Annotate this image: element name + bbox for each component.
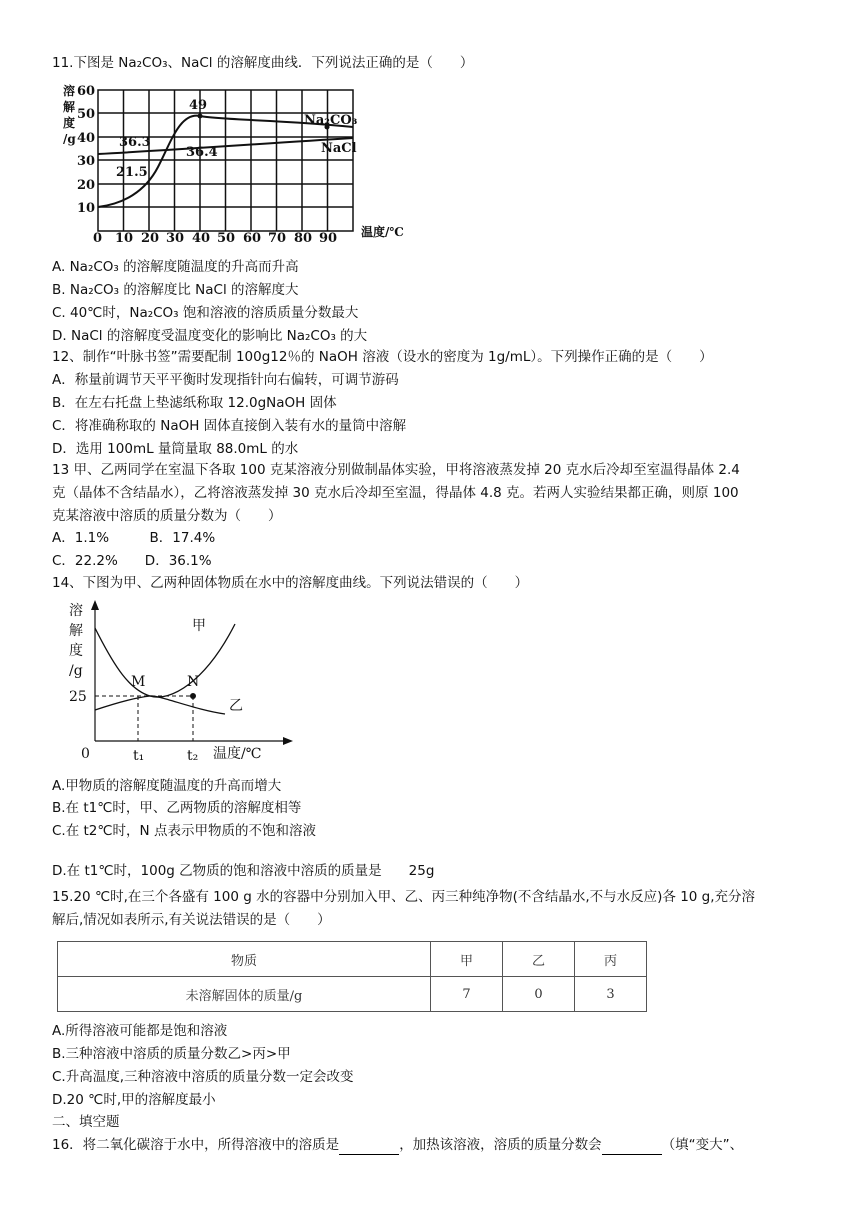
- q14-solubility-chart: [55, 598, 305, 770]
- q11-ytick: 40: [77, 131, 96, 146]
- q11-label-peak: 49: [189, 98, 208, 113]
- table-row: [58, 942, 647, 977]
- q16-blank-2[interactable]: [602, 1140, 662, 1155]
- q12-stem: 12、制作“叶脉书签”需要配制 100g12％的 NaOH 溶液（设水的密度为 1g/mL）。下列操作正确的是（ ）: [52, 349, 713, 365]
- table-row: [58, 977, 647, 1012]
- q11-xtick: 50: [217, 231, 236, 245]
- q11-stem: 11.下图是 Na₂CO₃、NaCl 的溶解度曲线．下列说法正确的是（ ）: [52, 55, 474, 71]
- q14-t2: t₂: [187, 748, 199, 764]
- q11-option-b: B. Na₂CO₃ 的溶解度比 NaCl 的溶解度大: [52, 282, 299, 298]
- q14-option-b: B.在 t1℃时，甲、乙两物质的溶解度相等: [52, 800, 302, 816]
- q11-ytick: 20: [77, 178, 96, 193]
- q16-part2: ，加热该溶液，溶质的质量分数会: [399, 1137, 602, 1153]
- q11-xtick: 0: [93, 231, 103, 245]
- q11-label-364: 36.4: [186, 145, 218, 160]
- q11-xtick: 70: [268, 231, 287, 245]
- q11-xtick: 60: [243, 231, 262, 245]
- q11-xtick: 90: [319, 231, 338, 245]
- q13-stem-line3: 克某溶液中溶质的质量分数为（ ）: [52, 508, 282, 524]
- table-cell: 3: [575, 977, 647, 1012]
- q15-table: [57, 941, 647, 1012]
- q13-stem-line2: 克（晶体不含结晶水），乙将溶液蒸发掉 30 克水后冷却至室温，得晶体 4.8 克。若两人实验结果都正确，则原 100: [52, 485, 739, 501]
- q14-label-25: 25: [69, 689, 87, 705]
- q11-ytick: 10: [77, 201, 96, 216]
- q16-part1: 16．将二氧化碳溶于水中，所得溶液中的溶质是: [52, 1137, 340, 1153]
- q11-xtick: 30: [166, 231, 185, 245]
- q13-stem-line1: 13 甲、乙两同学在室温下各取 100 克某溶液分别做制晶体实验，甲将溶液蒸发掉 20 克水后冷却至室温得晶体 2.4: [52, 462, 740, 478]
- q14-label-jia: 甲: [192, 618, 206, 634]
- table-cell: 0: [503, 977, 575, 1012]
- q11-label-na2co3: Na₂CO₃: [304, 113, 358, 128]
- q14-label-yi: 乙: [229, 698, 243, 714]
- q14-label-m: M: [131, 674, 146, 690]
- q15-option-d: D.20 ℃时,甲的溶解度最小: [52, 1092, 216, 1108]
- q11-option-d: D. NaCl 的溶解度受温度变化的影响比 Na₂CO₃ 的大: [52, 328, 368, 344]
- q11-solubility-chart: [55, 80, 425, 245]
- table-cell: 7: [431, 977, 503, 1012]
- section-heading: 二、填空题: [52, 1114, 120, 1130]
- q11-xtick: 40: [192, 231, 211, 245]
- q15-stem-line2: 解后,情况如表所示,有关说法错误的是（ ）: [52, 912, 331, 928]
- table-header-cell: 丙: [575, 942, 647, 977]
- q14-t1: t₁: [133, 748, 145, 764]
- q11-label-363: 36.3: [119, 135, 151, 150]
- table-header-cell: 甲: [431, 942, 503, 977]
- q12-option-c: C．将准确称取的 NaOH 固体直接倒入装有水的量筒中溶解: [52, 418, 407, 434]
- q14-xlabel: 温度/℃: [213, 746, 262, 762]
- q11-label-nacl: NaCl: [321, 141, 357, 156]
- jia-curve: [95, 624, 235, 697]
- q12-option-b: B．在左右托盘上垫滤纸称取 12.0gNaOH 固体: [52, 395, 337, 411]
- table-header-cell: 乙: [503, 942, 575, 977]
- q13-options-row1: A．1.1% B．17.4%: [52, 530, 216, 546]
- table-cell: 未溶解固体的质量/g: [58, 977, 431, 1012]
- q14-stem: 14、下图为甲、乙两种固体物质在水中的溶解度曲线。下列说法错误的（ ）: [52, 575, 529, 591]
- q15-option-b: B.三种溶液中溶质的质量分数乙>丙>甲: [52, 1046, 291, 1062]
- q11-xlabel: 温度/℃: [361, 225, 404, 239]
- q11-ylabel: 溶解度/g: [63, 84, 76, 146]
- q16-text: [52, 1135, 743, 1155]
- q14-option-d: D.在 t1℃时，100g 乙物质的饱和溶液中溶质的质量是 25g: [52, 863, 435, 879]
- table-header-cell: 物质: [58, 942, 431, 977]
- q14-origin: 0: [81, 746, 90, 762]
- q14-option-a: A.甲物质的溶解度随温度的升高而增大: [52, 778, 282, 794]
- q11-option-a: A. Na₂CO₃ 的溶解度随温度的升高而升高: [52, 259, 299, 275]
- q15-stem-line1: 15.20 ℃时,在三个各盛有 100 g 水的容器中分别加入甲、乙、丙三种纯净物(不含结晶水,不与水反应)各 10 g,充分溶: [52, 889, 756, 905]
- q13-options-row2: C．22.2% D．36.1%: [52, 553, 212, 569]
- q12-option-a: A．称量前调节天平平衡时发现指针向右偏转，可调节游码: [52, 372, 399, 388]
- q16-blank-1[interactable]: [339, 1140, 399, 1155]
- q11-ytick: 60: [77, 84, 96, 99]
- q11-ytick: 50: [77, 107, 96, 122]
- q15-option-c: C.升高温度,三种溶液中溶质的质量分数一定会改变: [52, 1069, 354, 1085]
- q14-option-c: C.在 t2℃时，N 点表示甲物质的不饱和溶液: [52, 823, 316, 839]
- q11-label-215: 21.5: [116, 165, 148, 180]
- q11-xtick: 80: [294, 231, 313, 245]
- q14-label-n: N: [187, 674, 200, 690]
- q15-option-a: A.所得溶液可能都是饱和溶液: [52, 1023, 228, 1039]
- q16-part3: （填“变大”、: [661, 1137, 744, 1153]
- q11-xtick: 10: [115, 231, 134, 245]
- q14-ylabel: 溶解度/g: [69, 603, 83, 679]
- q11-option-c: C. 40℃时，Na₂CO₃ 饱和溶液的溶质质量分数最大: [52, 305, 359, 321]
- q11-ytick: 30: [77, 154, 96, 169]
- q11-xtick: 20: [141, 231, 160, 245]
- yi-curve: [95, 696, 225, 714]
- q12-option-d: D．选用 100mL 量筒量取 88.0mL 的水: [52, 441, 299, 457]
